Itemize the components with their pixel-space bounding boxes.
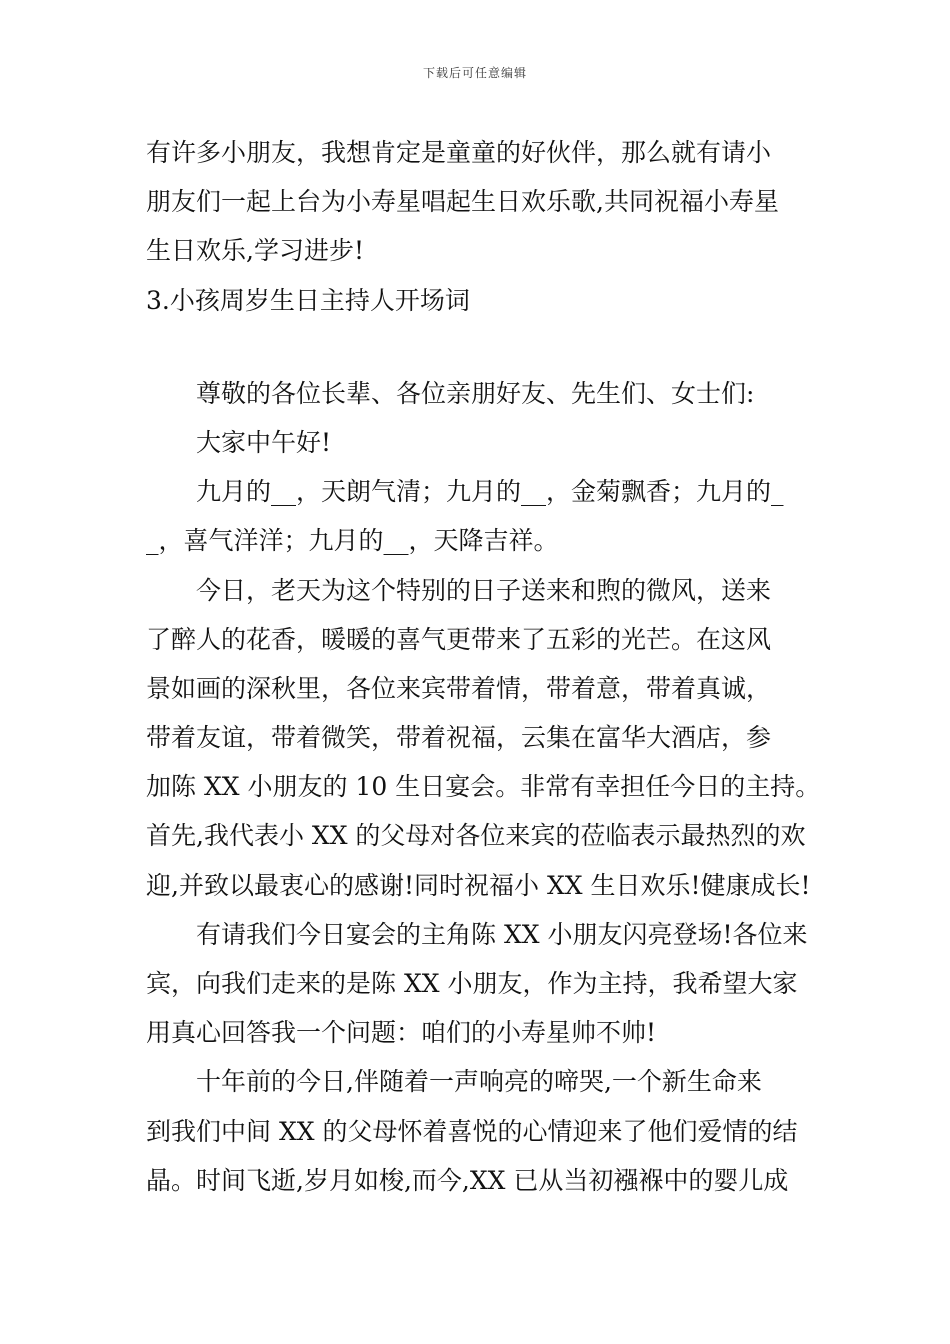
text-line: 了醉人的花香，暖暖的喜气更带来了五彩的光芒。在这风 <box>146 624 772 654</box>
spacer <box>146 325 814 369</box>
text-line: 大家中午好! <box>196 427 332 457</box>
text-line: 朋友们一起上台为小寿星唱起生日欢乐歌,共同祝福小寿星 <box>146 187 779 217</box>
text-line: 生日欢乐,学习进步! <box>146 236 364 266</box>
text-line: 到我们中间 XX 的父母怀着喜悦的心情迎来了他们爱情的结 <box>146 1116 798 1146</box>
document-body <box>146 128 821 1205</box>
text-line: 十年前的今日,伴随着一声响亮的啼哭,一个新生命来 <box>196 1067 762 1097</box>
text-line: 带着友谊，带着微笑，带着祝福，云集在富华大酒店，参 <box>146 723 772 753</box>
header-note: 下载后可任意编辑 <box>422 66 527 80</box>
text-line: 晶。时间飞逝,岁月如梭,而今,XX 已从当初襁褓中的婴儿成 <box>146 1165 789 1195</box>
text-line: 用真心回答我一个问题：咱们的小寿星帅不帅! <box>146 1018 657 1048</box>
text-line: 迎,并致以最衷心的感谢!同时祝福小 XX 生日欢乐!健康成长! <box>146 870 811 900</box>
text-line: 尊敬的各位长辈、各位亲朋好友、先生们、女士们: <box>196 378 755 408</box>
text-line: 今日，老天为这个特别的日子送来和煦的微风，送来 <box>196 575 772 605</box>
text-line: 首先,我代表小 XX 的父母对各位来宾的莅临表示最热烈的欢 <box>146 821 806 851</box>
section-heading: 3.小孩周岁生日主持人开场词 <box>146 285 470 315</box>
text-line: 九月的__，天朗气清；九月的__，金菊飘香；九月的_ <box>196 477 784 507</box>
text-line: 宾，向我们走来的是陈 XX 小朋友，作为主持，我希望大家 <box>146 969 798 998</box>
text-line: 有许多小朋友，我想肯定是童童的好伙伴，那么就有请小 <box>146 138 772 167</box>
text-line: 加陈 XX 小朋友的 10 生日宴会。非常有幸担任今日的主持。 <box>146 772 821 802</box>
main-paragraphs <box>146 369 821 1205</box>
text-line: _，喜气洋洋；九月的__，天降吉祥。 <box>146 526 559 556</box>
text-line: 有请我们今日宴会的主角陈 XX 小朋友闪亮登场!各位来 <box>196 919 808 949</box>
text-line: 景如画的深秋里，各位来宾带着情，带着意，带着真诚， <box>146 673 772 703</box>
